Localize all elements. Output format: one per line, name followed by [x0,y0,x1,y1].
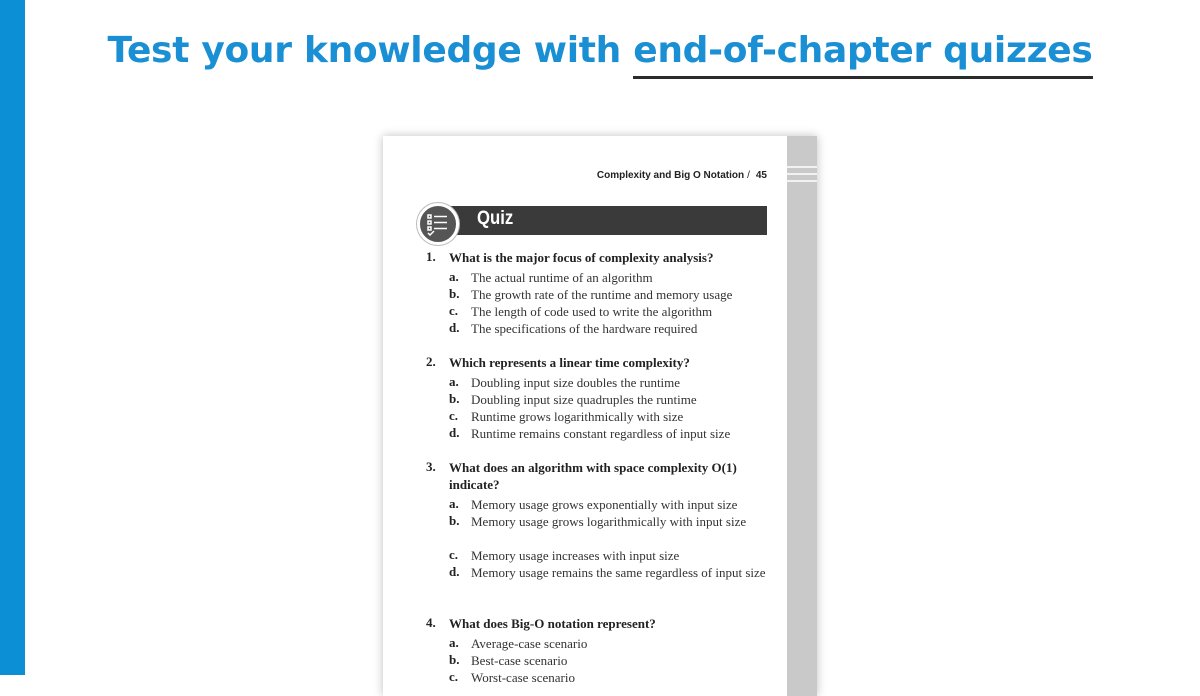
option-letter: a. [449,496,459,511]
option-text: Memory usage grows logarithmically with input size [471,514,747,529]
accent-bar [0,0,25,675]
option-letter: d. [449,320,460,335]
quiz-questions [383,136,817,696]
question-number: 4. [426,615,436,630]
option-letter: d. [449,425,460,440]
question-text: Which represents a linear time complexity? [449,355,690,370]
option-text: Runtime remains constant regardless of input size [471,426,731,441]
option-letter: b. [449,391,460,406]
quiz-title: Quiz [477,208,514,229]
option-letter: c. [449,669,459,684]
option-text: Best-case scenario [471,653,568,668]
option-letter: b. [449,652,460,667]
question-number: 3. [426,459,436,474]
option-text: The specifications of the hardware required [471,321,698,336]
option-letter: b. [449,513,460,528]
option-letter: c. [449,408,459,423]
page-number: 45 [755,170,767,181]
option-text: Doubling input size doubles the runtime [471,375,681,390]
running-head-title: Complexity and Big O Notation [596,170,745,181]
headline-emphasis: end-of-chapter quizzes [633,30,1093,71]
option-text: Memory usage remains the same regardless of input size [471,565,766,580]
question-number: 2. [426,354,436,369]
question-text: What does an algorithm with space complexity O(1) indicate? [449,460,737,492]
option-letter: a. [449,635,459,650]
question-text: What does Big-O notation represent? [449,616,656,631]
option-letter: d. [449,564,460,579]
question-text: What is the major focus of complexity analysis? [449,250,714,265]
running-head-separator: / [747,170,750,181]
headline-prefix: Test your knowledge with [107,30,634,71]
option-text: The actual runtime of an algorithm [471,270,653,285]
slide-headline [0,30,1200,71]
option-text: The length of code used to write the algorithm [471,304,713,319]
option-text: Worst-case scenario [471,670,575,685]
option-text: Runtime grows logarithmically with size [471,409,684,424]
option-text: Memory usage grows exponentially with input size [471,497,738,512]
option-text: Memory usage increases with input size [471,548,680,563]
option-letter: c. [449,547,459,562]
option-text: Average-case scenario [471,636,588,651]
option-letter: a. [449,269,459,284]
option-text: The growth rate of the runtime and memory usage [471,287,733,302]
option-letter: c. [449,303,459,318]
option-letter: b. [449,286,460,301]
option-text: Doubling input size quadruples the runtime [471,392,697,407]
question-number: 1. [426,249,436,264]
option-letter: a. [449,374,459,389]
book-page [383,136,817,696]
